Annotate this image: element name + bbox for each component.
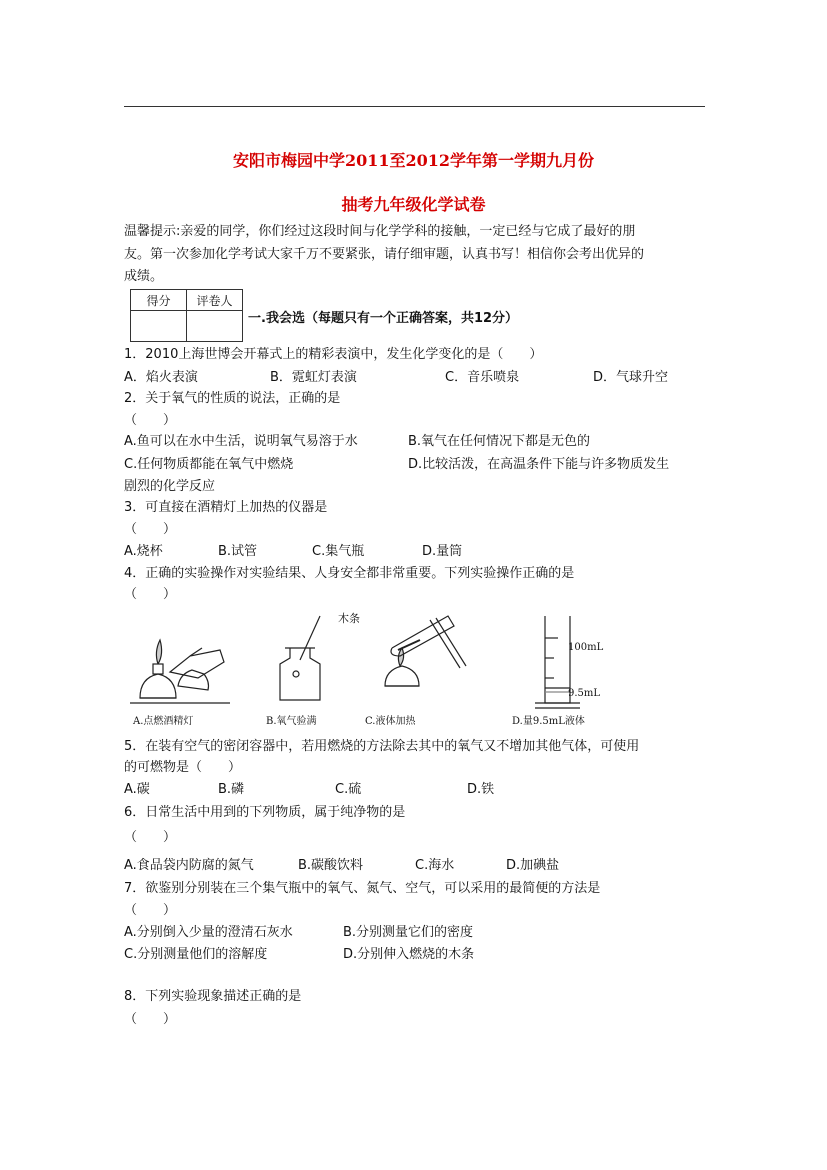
q5-option-a: A.碳 xyxy=(124,782,150,797)
q7-option-d: D.分别伸入燃烧的木条 xyxy=(343,947,475,962)
q4-caption-b: B.氧气验满 xyxy=(266,716,317,727)
figure-b-gas-bottle xyxy=(280,616,320,700)
score-header: 得分 xyxy=(131,290,187,311)
q2-option-b: B.氧气在任何情况下都是无色的 xyxy=(408,434,591,449)
q2-option-d: D.比较活泼，在高温条件下能与许多物质发生 xyxy=(408,457,670,472)
q6-option-a: A.食品袋内防腐的氮气 xyxy=(124,858,254,873)
q2-option-d-cont: 剧烈的化学反应 xyxy=(124,479,216,494)
q2-stem: 2．关于氧气的性质的说法，正确的是 xyxy=(124,391,341,406)
q5-option-d: D.铁 xyxy=(467,782,495,797)
q4-caption-d: D.量9.5mL液体 xyxy=(512,716,585,727)
q4-caption-c: C.液体加热 xyxy=(365,716,416,727)
q4-stem: 4．正确的实验操作对实验结果、人身安全都非常重要。下列实验操作正确的是 xyxy=(124,566,575,581)
q3-option-c: C.集气瓶 xyxy=(312,544,365,559)
q1-option-b: B．霓虹灯表演 xyxy=(270,370,357,385)
q6-stem: 6．日常生活中用到的下列物质，属于纯净物的是 xyxy=(124,805,406,820)
exam-title: 安阳市梅园中学2011至2012学年第一学期九月份 xyxy=(232,151,595,170)
q7-option-a: A.分别倒入少量的澄清石灰水 xyxy=(124,925,293,940)
q5-stem: 5．在装有空气的密闭容器中，若用燃烧的方法除去其中的氧气又不增加其他气体，可使用 xyxy=(124,739,640,754)
label-100ml: 100mL xyxy=(568,642,604,653)
q3-option-d: D.量筒 xyxy=(422,544,463,559)
q1-stem: 1．2010上海世博会开幕式上的精彩表演中，发生化学变化的是（ ） xyxy=(124,347,543,362)
q2-paren: （ ） xyxy=(124,413,177,428)
q6-option-d: D.加碘盐 xyxy=(506,858,560,873)
intro-line: 友。第一次参加化学考试大家千万不要紧张，请仔细审题，认真书写！相信你会考出优异的 xyxy=(124,247,645,262)
intro-line: 温馨提示:亲爱的同学，你们经过这段时间与化学学科的接触，一定已经与它成了最好的朋 xyxy=(124,224,636,239)
exam-subtitle: 抽考九年级化学试卷 xyxy=(341,195,486,214)
q7-paren: （ ） xyxy=(124,903,177,918)
q8-paren: （ ） xyxy=(124,1012,177,1027)
label-stick: 木条 xyxy=(338,612,360,625)
label-9-5ml: 9.5mL xyxy=(568,688,601,699)
q4-caption-a: A.点燃酒精灯 xyxy=(133,716,194,727)
q3-paren: （ ） xyxy=(124,522,177,537)
header-rule xyxy=(124,106,705,107)
q7-option-c: C.分别测量他们的溶解度 xyxy=(124,947,268,962)
q5-option-b: B.磷 xyxy=(218,782,245,797)
q7-stem: 7．欲鉴别分别装在三个集气瓶中的氧气、氮气、空气，可以采用的最简便的方法是 xyxy=(124,881,601,896)
q3-option-b: B.试管 xyxy=(218,544,258,559)
q6-option-b: B.碳酸饮料 xyxy=(298,858,364,873)
q6-option-c: C.海水 xyxy=(415,858,455,873)
q1-option-c: C．音乐喷泉 xyxy=(445,370,520,385)
q2-option-a: A.鱼可以在水中生活，说明氧气易溶于水 xyxy=(124,434,358,449)
q5-option-c: C.硫 xyxy=(335,782,362,797)
q1-option-a: A．焰火表演 xyxy=(124,370,198,385)
q7-option-b: B.分别测量它们的密度 xyxy=(343,925,474,940)
grader-cell[interactable] xyxy=(187,311,243,342)
figure-a-alcohol-lamps xyxy=(130,640,230,703)
q1-option-d: D．气球升空 xyxy=(593,370,669,385)
figure-c-liquid-heating xyxy=(385,616,466,686)
score-cell[interactable] xyxy=(131,311,187,342)
q6-paren: （ ） xyxy=(124,830,177,845)
q3-stem: 3．可直接在酒精灯上加热的仪器是 xyxy=(124,500,328,515)
q4-paren: （ ） xyxy=(124,587,177,602)
score-table xyxy=(130,289,243,342)
q8-stem: 8．下列实验现象描述正确的是 xyxy=(124,989,302,1004)
q3-option-a: A.烧杯 xyxy=(124,544,163,559)
section-heading: 一.我会选（每题只有一个正确答案，共12分） xyxy=(248,311,519,326)
q5-stem-cont: 的可燃物是（ ） xyxy=(124,760,242,775)
grader-header: 评卷人 xyxy=(187,290,243,311)
intro-line: 成绩。 xyxy=(124,269,164,284)
q2-option-c: C.任何物质都能在氧气中燃烧 xyxy=(124,457,294,472)
